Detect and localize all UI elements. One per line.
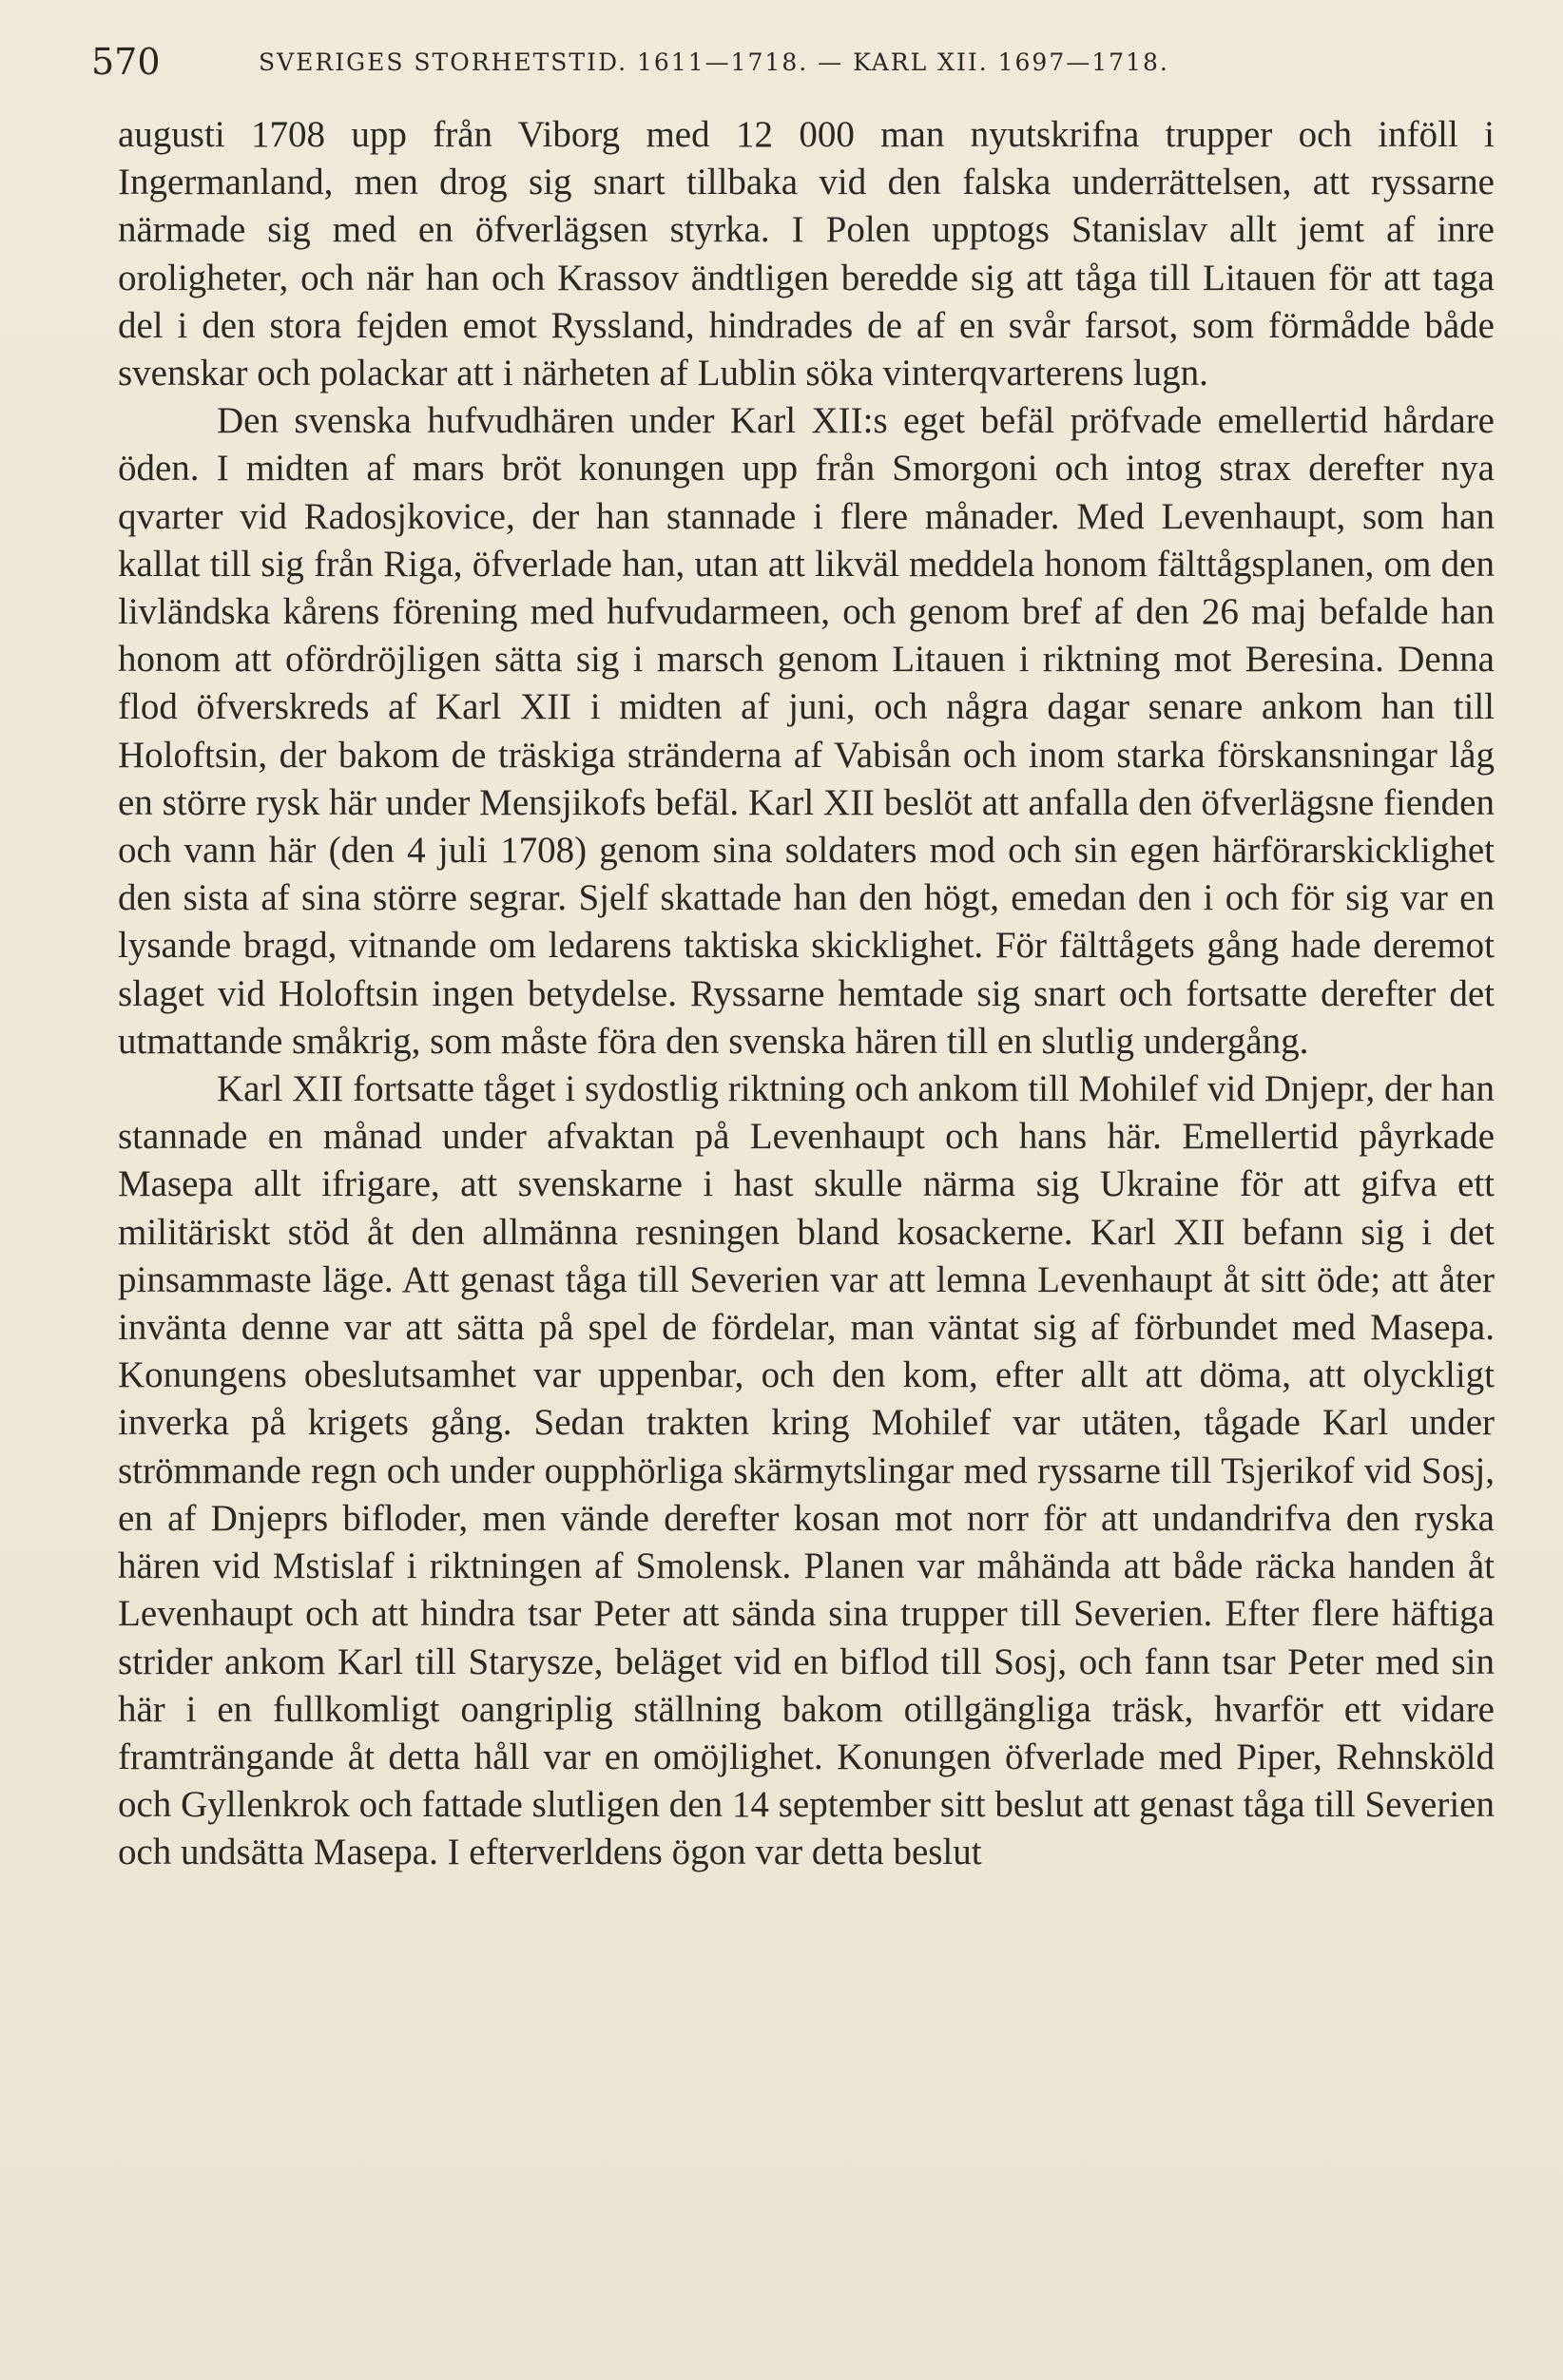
paragraph-continued: augusti 1708 upp från Viborg med 12 000 man nyutskrifna trupper och inföll i Ingermanland, men drog sig snart tillbaka vid den falska underrättelsen, att ryssarne närmade sig med en öfverlägsen styrka. I Polen upptogs Stanislav allt jemt af inre oroligheter, och när han och Krassov ändtligen beredde sig att tåga till Litauen för att taga del i den stora fejden emot Ryssland, hindrades de af en svår farsot, som förmådde både svenskar och polackar att i närheten af Lublin söka vinterqvarterens lugn. — [118, 114, 1495, 394]
paragraph-march-south: Karl XII fortsatte tåget i sydostlig riktning och ankom till Mohilef vid Dnjepr, der han stannade en månad under afvaktan på Levenhaupt och hans här. Emellertid påyrkade Masepa allt ifrigare, att svenskarne i hast skulle närma sig Ukraine för att gifva ett militäriskt stöd åt den allmänna resningen bland kosackerne. Karl XII befann sig i det pinsammaste läge. Att genast tåga till Severien var att lemna Levenhaupt åt sitt öde; att åter invänta denne var att sätta på spel de fördelar, man väntat sig af förbundet med Masepa. Konungens obeslutsamhet var uppenbar, och den kom, efter allt att döma, att olyckligt inverka på krigets gång. Sedan trakten kring Mohilef var utäten, tågade Karl under strömmande regn och under oupphörliga skärmytslingar med ryssarne till Tsjerikof vid Sosj, en af Dnjeprs bifloder, men vände derefter kosan mot norr för att undandrifva den ryska hären vid Mstislaf i riktningen af Smolensk. Planen var måhända att både räcka handen åt Levenhaupt och att hindra tsar Peter att sända sina trupper till Severien. Efter flere häftiga strider ankom Karl till Starysze, beläget vid en biflod till Sosj, och fann tsar Peter med sin här i en fullkomligt oangriplig ställning bakom otillgängliga träsk, hvarför ett vidare framträngande åt detta håll var en omöjlighet. Konungen öfverlade med Piper, Rehnsköld och Gyllenkrok och fattade slutligen den 14 september sitt beslut att genast tåga till Severien och undsätta Masepa. I efterverldens ögon var detta beslut — [118, 1068, 1495, 1873]
page-header — [91, 36, 1489, 87]
running-title: SVERIGES STORHETSTID. 1611—1718. — KARL XII. 1697—1718. — [259, 48, 1169, 76]
body-text — [118, 111, 1495, 1877]
page-number: 570 — [91, 41, 161, 83]
paragraph-main-army: Den svenska hufvudhären under Karl XII:s eget befäl pröfvade emellertid hårdare öden. I midten af mars bröt konungen upp från Smorgoni och intog strax derefter nya qvarter vid Radosjkovice, der han stannade i flere månader. Med Levenhaupt, som han kallat till sig från Riga, öfverlade han, utan att likväl meddela honom fälttågsplanen, om den livländska kårens förening med hufvudarmeen, och genom bref af den 26 maj befalde han honom att ofördröjligen sätta sig i marsch genom Litauen i riktning mot Beresina. Denna flod öfverskreds af Karl XII i midten af juni, och några dagar senare ankom han till Holoftsin, der bakom de träskiga stränderna af Vabisån och inom starka förskansningar låg en större rysk här under Mensjikofs befäl. Karl XII beslöt att anfalla den öfverlägsne fienden och vann här (den 4 juli 1708) genom sina soldaters mod och sin egen härförarskicklighet den sista af sina större segrar. Sjelf skattade han den högt, emedan den i och för sig var en lysande bragd, vitnande om ledarens taktiska skicklighet. För fälttågets gång hade deremot slaget vid Holoftsin ingen betydelse. Ryssarne hemtade sig snart och fortsatte derefter det utmattande småkrig, som måste föra den svenska hären till en slutlig undergång. — [118, 400, 1495, 1062]
